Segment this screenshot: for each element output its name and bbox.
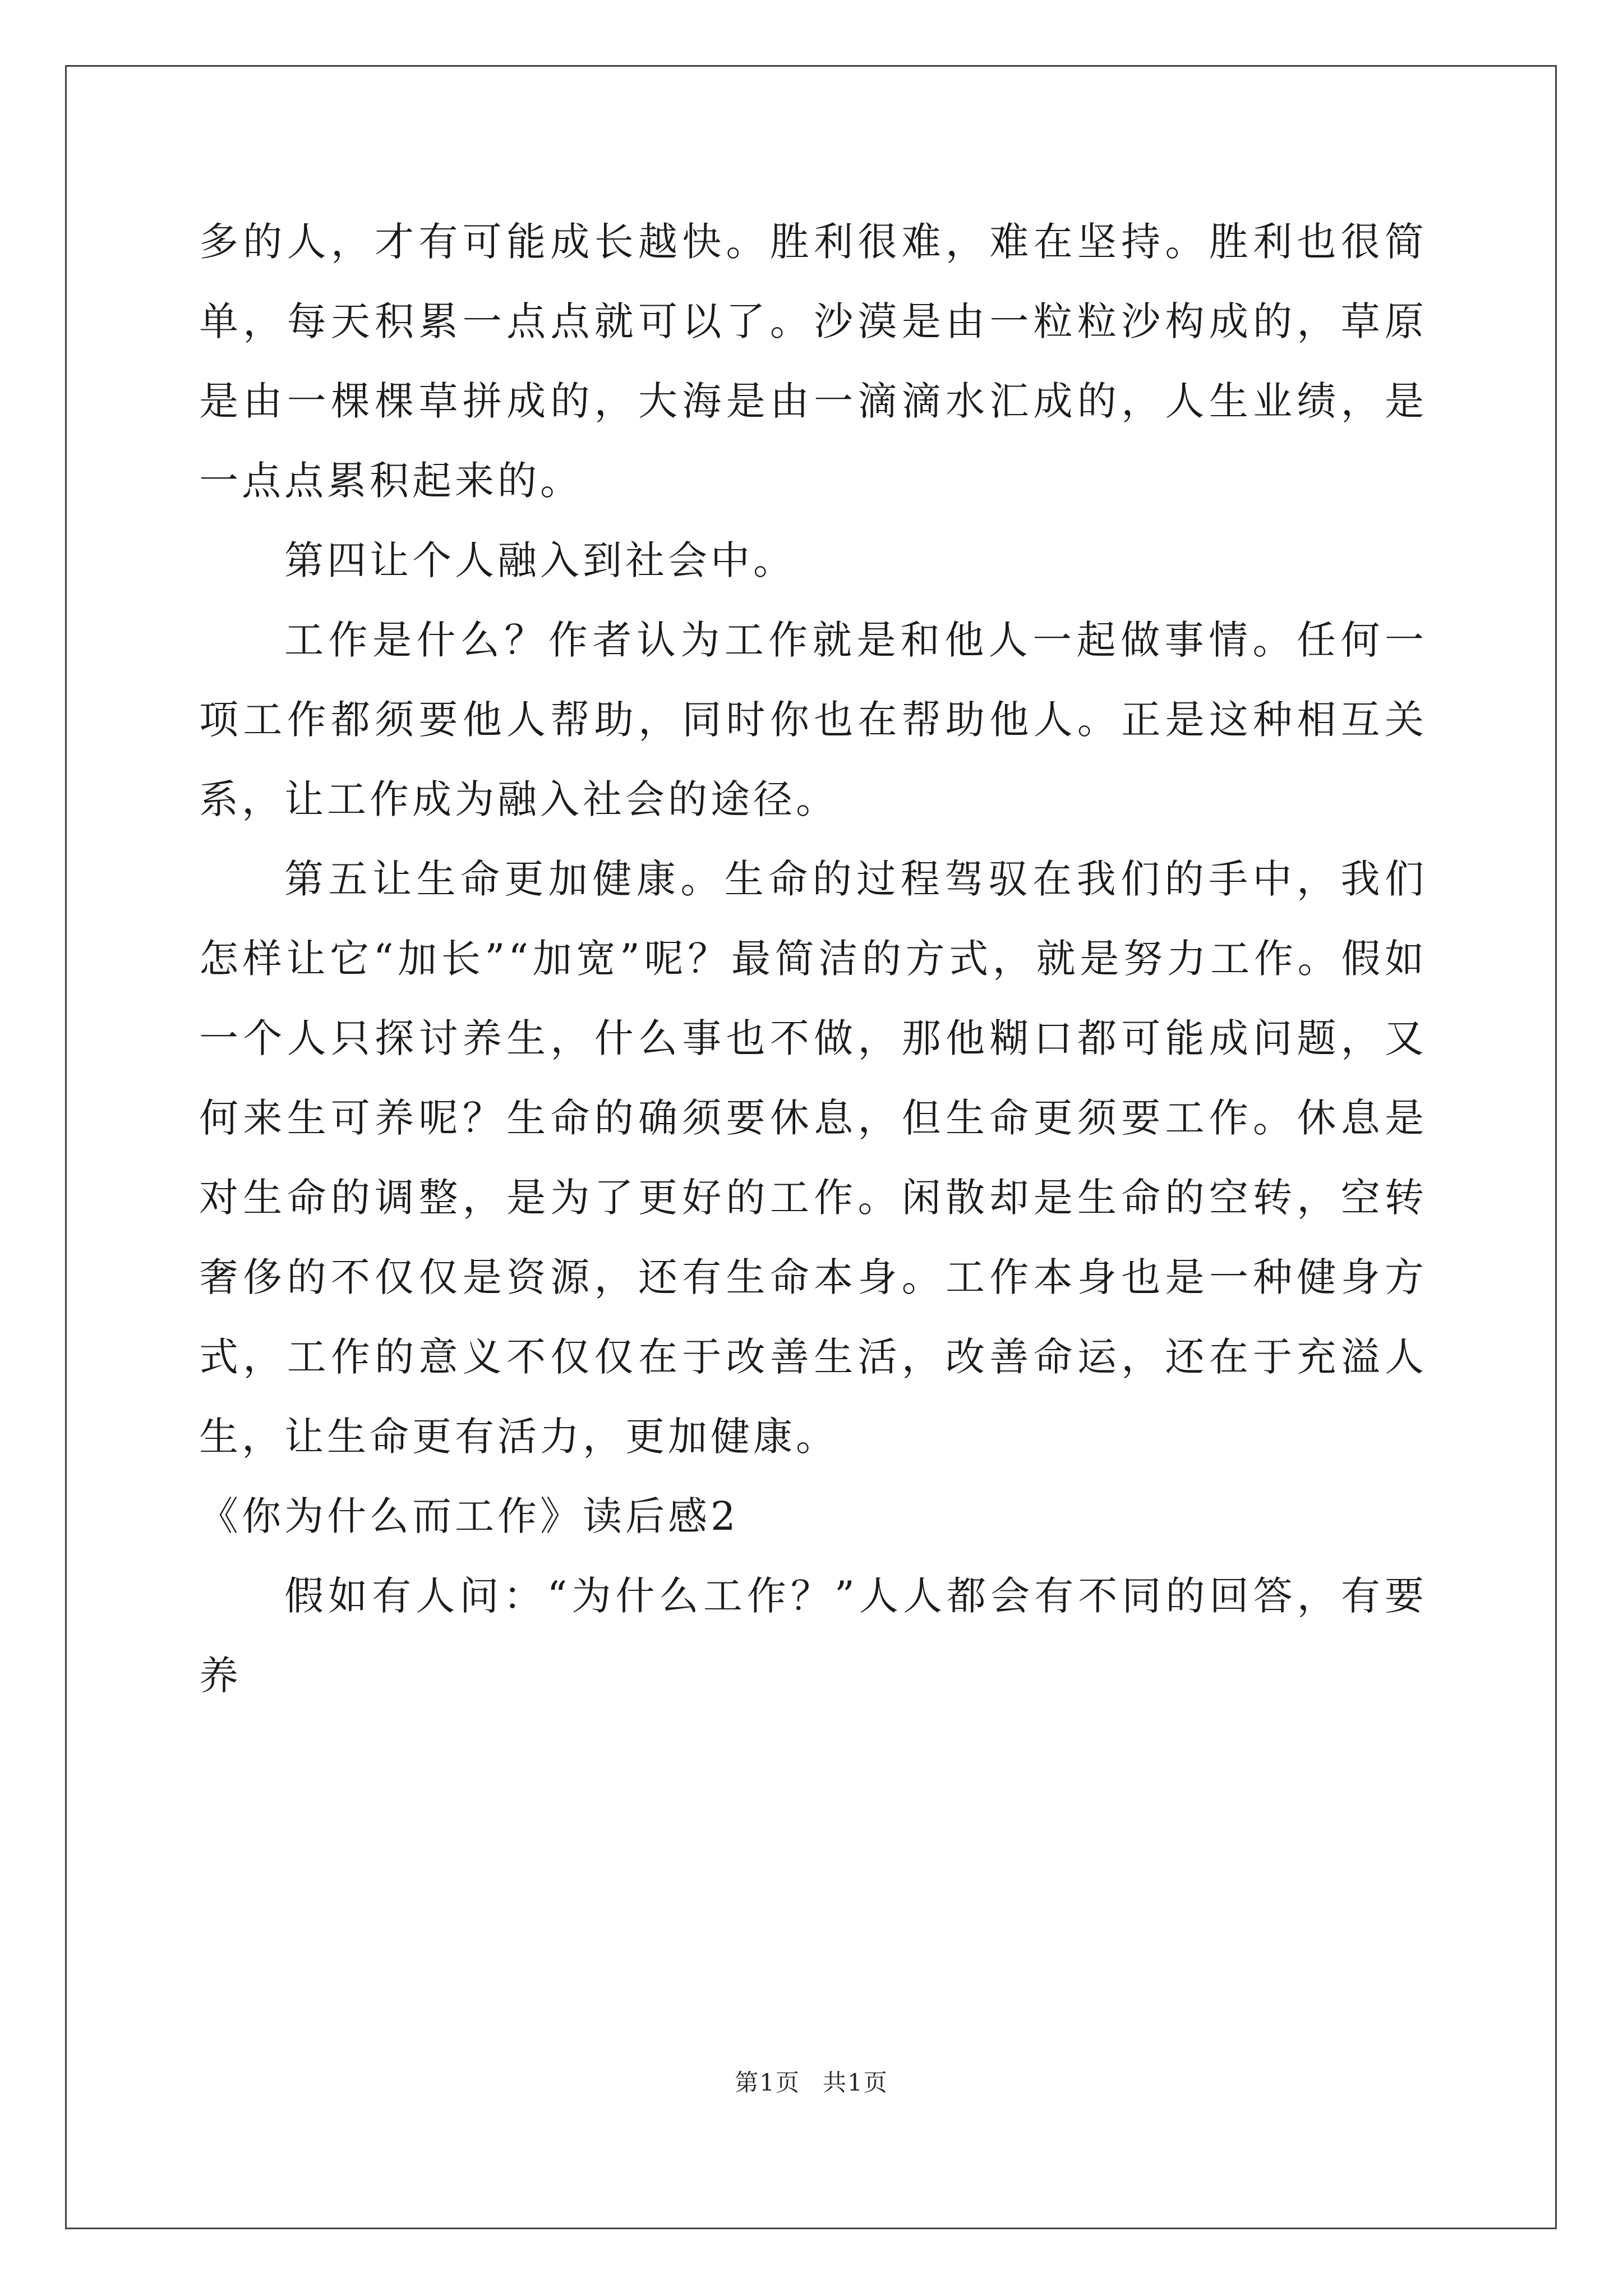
paragraph-2: 第四让个人融入到社会中。 (284, 537, 796, 583)
document-body (199, 202, 1427, 1715)
page-number: 第1页 (735, 2069, 800, 2096)
paragraph-3: 工作是什么？作者认为工作就是和他人一起做事情。任何一项工作都须要他人帮助，同时你也在帮助他人。正是这种相互关系，让工作成为融入社会的途径。 (199, 617, 1427, 822)
section-heading: 《你为什么而工作》读后感2 (199, 1493, 739, 1539)
paragraph-4: 第五让生命更加健康。生命的过程驾驭在我们的手中，我们怎样让它“加长”“加宽”呢？最简洁的方式，就是努力工作。假如一个人只探讨养生，什么事也不做，那他糊口都可能成问题，又何来生可养呢？生命的确须要休息，但生命更须要工作。休息是对生命的调整，是为了更好的工作。闲散却是生命的空转，空转奢侈的不仅仅是资源，还有生命本身。工作本身也是一种健身方式，工作的意义不仅仅在于改善生活，改善命运，还在于充溢人生，让生命更有活力，更加健康。 (199, 856, 1427, 1460)
page-total: 共1页 (823, 2069, 888, 2096)
page-footer (0, 2064, 1623, 2098)
paragraph-5: 假如有人问：“为什么工作？”人人都会有不同的回答，有要养 (199, 1573, 1427, 1699)
paragraph-1: 多的人，才有可能成长越快。胜利很难，难在坚持。胜利也很简单，每天积累一点点就可以了。沙漠是由一粒粒沙构成的，草原是由一棵棵草拼成的，大海是由一滴滴水汇成的，人生业绩，是一点点累积起来的。 (199, 219, 1427, 504)
